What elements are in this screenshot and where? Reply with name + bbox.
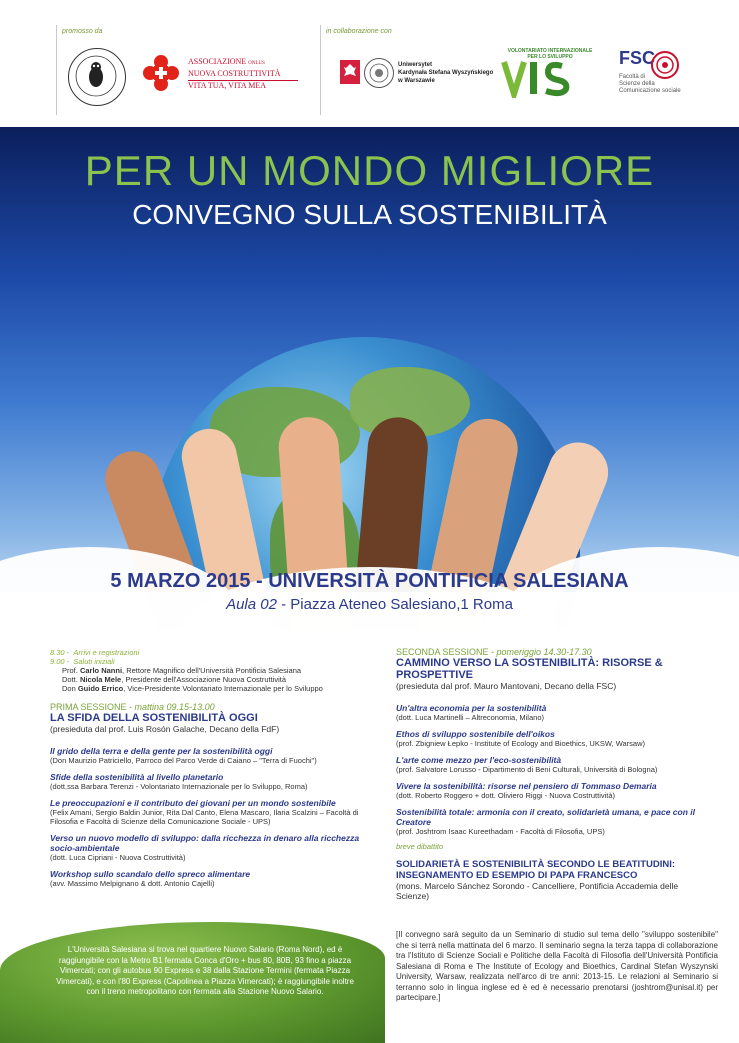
program-right-column <box>396 648 696 901</box>
uksw-seal-icon <box>364 58 394 88</box>
talk-speaker: (prof. Salvatore Lorusso - Dipartimento di Beni Culturali, Università di Bologna) <box>396 765 658 774</box>
opening-item <box>50 657 360 666</box>
talk-speaker: (dott.ssa Barbara Terenzi - Volontariato Internazionale per lo Sviluppo, Roma) <box>50 782 308 791</box>
talk-item <box>396 781 696 800</box>
session1-chair: (presieduta dal prof. Luis Rosón Galache, Decano della FdF) <box>50 724 280 734</box>
talk-title: Il grido della terra e della gente per la sostenibilità oggi <box>50 746 273 756</box>
talk-item <box>396 703 696 722</box>
greeting-item <box>62 684 360 693</box>
session1-label <box>50 703 360 712</box>
assoc-line3: VITA TUA, VITA MEA <box>188 81 266 90</box>
talk-title: Sfide della sostenibilità al livello planetario <box>50 772 224 782</box>
title-prefix: Prof. <box>62 666 80 675</box>
opening-item <box>50 648 360 657</box>
uw-line2: Kardynała Stefana Wyszyńskiego <box>398 70 494 76</box>
final-talk-title: SOLIDARIETÀ E SOSTENIBILITÀ SECONDO LE BEATITUDINI: INSEGNAMENTO ED ESEMPIO DI PAPA FRANCESCO <box>396 859 676 881</box>
session2-title: CAMMINO VERSO LA SOSTENIBILITÀ: RISORSE & PROSPETTIVE <box>396 657 663 681</box>
directions-text: L'Università Salesiana si trova nel quartiere Nuovo Salario (Roma Nord), ed è raggiungibile con la Metro B1 fermata Conca d'Oro + bus 80, 80B, 93 fino a piazza Vimercati; con gli autobus 90 Express e 38 dalla Stazione Termini (fermata Piazza Vimercati), e con l'80 Express (Capolinea a Piazza Vimercati); è raggiungibile inoltre con il treno metropolitano con fermata alla Stazione Nuovo Salario. <box>56 945 354 996</box>
fsc-line2: Scienze della <box>619 81 655 87</box>
talk-speaker: (dott. Luca Martinelli – Altreconomia, Milano) <box>396 713 544 722</box>
agenda-text: Arrivi e registrazioni <box>73 648 140 657</box>
fsc-line1: Facoltà di <box>619 74 646 80</box>
talk-item <box>50 798 360 826</box>
assoc-onlus: ONLUS <box>248 61 265 66</box>
talk-title: Un'altra economia per la sostenibilità <box>396 703 547 713</box>
talk-speaker: (dott. Luca Cipriani - Nuova Costruttività) <box>50 853 186 862</box>
break-label: breve dibattito <box>396 842 444 851</box>
session-time: - pomeriggio 14.30-17.30 <box>488 647 592 657</box>
assoc-line2: NUOVA COSTRUTTIVITÀ <box>188 69 281 78</box>
session-time: - mattina 09.15-13.00 <box>126 702 215 712</box>
vis-top-text: VOLONTARIATO INTERNAZIONALE PER LO SVILUPPO <box>507 48 593 60</box>
address-text: - Piazza Ateneo Salesiano,1 Roma <box>276 596 513 613</box>
person-name: Guido Errico <box>77 684 124 693</box>
red-cross-logo-icon <box>143 55 179 91</box>
session-name: PRIMA SESSIONE <box>50 702 127 712</box>
talk-title: Le preoccupazioni e il contributo dei giovani per un mondo sostenibile <box>50 798 336 808</box>
aula-label: Aula 02 <box>226 596 277 613</box>
talk-item <box>50 772 360 791</box>
assoc-line1: ASSOCIAZIONE <box>188 57 247 66</box>
session2-chair: (presieduta dal prof. Mauro Mantovani, Decano della FSC) <box>396 681 617 691</box>
talk-item <box>396 807 696 836</box>
fsc-line3: Comunicazione sociale <box>619 88 681 94</box>
vis-logo <box>500 58 590 98</box>
program-left-column <box>50 648 360 888</box>
talk-title: Sostenibilità totale: armonia con il creato, solidarietà umana, e pace con il Creatore <box>396 807 695 827</box>
fsc-name <box>619 74 699 95</box>
person-role: , Presidente dell'Associazione Nuova Costruttività <box>121 675 287 684</box>
talk-title: Vivere la sostenibilità: risorse nel pensiero di Tommaso Demaria <box>396 781 657 791</box>
divider <box>56 25 57 115</box>
talk-title: Ethos di sviluppo sostenibile dell'oikos <box>396 729 555 739</box>
greeting-item <box>62 666 360 675</box>
session1-title: LA SFIDA DELLA SOSTENIBILITÀ OGGI <box>50 712 258 724</box>
time-label: 9.00 - <box>50 657 70 666</box>
polish-eagle-icon <box>340 60 360 84</box>
greetings-list <box>50 666 360 693</box>
main-title: PER UN MONDO MIGLIORE <box>84 147 655 194</box>
talk-title: L'arte come mezzo per l'eco-sostenibilità <box>396 755 562 765</box>
talk-title: Verso un nuovo modello di sviluppo: dalla ricchezza in denaro alla ricchezza socio-ambientale <box>50 833 360 853</box>
talk-speaker: (prof. Joshtrom Isaac Kureethadam - Facoltà di Filosofia, UPS) <box>396 827 605 836</box>
talk-item <box>50 833 360 862</box>
seminar-note: [Il convegno sarà seguito da un Seminario di studio sul tema dello "sviluppo sostenibile" che si terrà nella mattinata del 6 marzo. Il seminario segna la terza tappa di collaborazione tra l'Istituto di Scienze Sociali e Politiche della Facoltà di Filosofia dell'Università Pontificia Salesiana di Roma e The Institute of Ecology and Bioethics, Cardinal Stefan Wyszynski University, Warsaw, realizzata nell'arco di tre anni: 2013-15. Le relazioni al Seminario si terranno solo in lingua inglese ed è ed è necessario prenotarsi (joshtrom@unisal.it) per partecipare.] <box>396 930 718 1002</box>
talk-speaker: (Don Maurizio Patriciello, Parroco del Parco Verde di Caiano – "Terra di Fuochi") <box>50 756 317 765</box>
talk-item <box>50 869 360 888</box>
talk-speaker: (Felix Amani, Sergio Baldin Junior, Rita Dal Canto, Elena Mascaro, Ilaria Scalzini – Facoltà di Filosofia e Facoltà di Scienze della Comunicazione Sociale - UPS) <box>50 808 359 826</box>
time-label: 8.30 - <box>50 648 70 657</box>
talk-speaker: (prof. Zbigniew Łepko - Institute of Ecology and Bioethics, UKSW, Warsaw) <box>396 739 645 748</box>
final-talk-speaker: (mons. Marcelo Sánchez Sorondo - Cancelliere, Pontificia Accademia delle Scienze) <box>396 881 679 901</box>
greeting-item <box>62 675 360 684</box>
session-name: SECONDA SESSIONE <box>396 647 489 657</box>
uw-line1: Uniwersytet <box>398 62 433 68</box>
talk-speaker: (dott. Roberto Roggero + dott. Oliviero Riggi - Nuova Costruttività) <box>396 791 616 800</box>
main-subtitle: CONVEGNO SULLA SOSTENIBILITÀ <box>132 199 607 230</box>
talk-item <box>50 746 360 765</box>
hero-banner <box>0 127 739 630</box>
talk-title: Workshop sullo scandalo dello spreco alimentare <box>50 869 251 879</box>
talk-item <box>396 729 696 748</box>
promoted-label: promosso da <box>62 28 103 35</box>
talk-item <box>396 755 696 774</box>
session2-label <box>396 648 696 657</box>
collab-label: in collaborazione con <box>326 28 392 35</box>
person-role: , Rettore Magnifico dell'Università Pontificia Salesiana <box>122 666 302 675</box>
title-prefix: Dott. <box>62 675 80 684</box>
event-date-venue: 5 MARZO 2015 - UNIVERSITÀ PONTIFICIA SALESIANA <box>110 570 629 592</box>
divider <box>320 25 321 115</box>
person-name: Carlo Nanni <box>79 666 123 675</box>
title-prefix: Don <box>62 684 78 693</box>
agenda-text: Saluti iniziali <box>73 657 115 666</box>
event-address <box>0 596 739 613</box>
fsc-logo-text: FSC <box>619 48 655 68</box>
salesiana-seal-logo <box>68 48 126 106</box>
person-role: , Vice-Presidente Volontariato Internazionale per lo Sviluppo <box>123 684 323 693</box>
assoc-name <box>188 57 298 91</box>
uksw-name <box>398 61 508 85</box>
header-logos <box>0 0 739 126</box>
person-name: Nicola Mele <box>79 675 122 684</box>
talk-speaker: (avv. Massimo Melpignano & dott. Antonio Cajelli) <box>50 879 215 888</box>
uw-line3: w Warszawie <box>398 78 435 84</box>
